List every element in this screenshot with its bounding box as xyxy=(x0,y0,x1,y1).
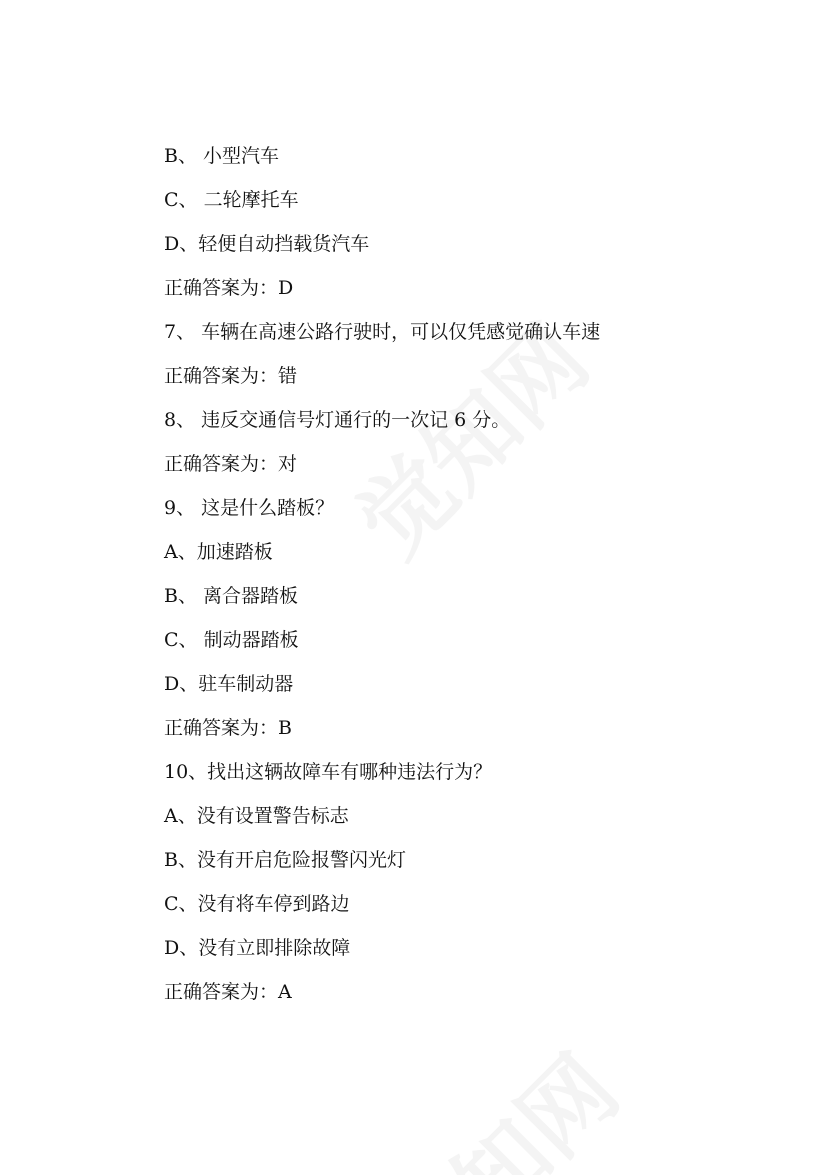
option-line: B、 小型汽车 xyxy=(164,145,280,167)
answer-line: 正确答案为：D xyxy=(164,277,294,299)
answer-line: 正确答案为：错 xyxy=(164,365,298,387)
question-line: 7、 车辆在高速公路行驶时，可以仅凭感觉确认车速 xyxy=(164,321,601,343)
question-line: 10、找出这辆故障车有哪种违法行为？ xyxy=(164,761,493,783)
question-line: 9、 这是什么踏板？ xyxy=(164,497,335,519)
option-line: C、没有将车停到路边 xyxy=(164,893,350,915)
question-content xyxy=(164,138,764,1018)
option-line: C、 二轮摩托车 xyxy=(164,189,299,211)
option-line: B、 离合器踏板 xyxy=(164,585,299,607)
answer-line: 正确答案为：B xyxy=(164,717,292,739)
question-line: 8、 违反交通信号灯通行的一次记 6 分。 xyxy=(164,409,511,431)
answer-line: 正确答案为：A xyxy=(164,981,292,1003)
option-line: A、没有设置警告标志 xyxy=(164,805,349,827)
option-line: B、没有开启危险报警闪光灯 xyxy=(164,849,406,871)
answer-line: 正确答案为：对 xyxy=(164,453,298,475)
option-line: D、驻车制动器 xyxy=(164,673,294,695)
option-line: D、轻便自动挡载货汽车 xyxy=(164,233,370,255)
option-line: D、没有立即排除故障 xyxy=(164,937,351,959)
option-line: A、加速踏板 xyxy=(164,541,273,563)
option-line: C、 制动器踏板 xyxy=(164,629,299,651)
watermark-bottom xyxy=(354,1022,643,1175)
